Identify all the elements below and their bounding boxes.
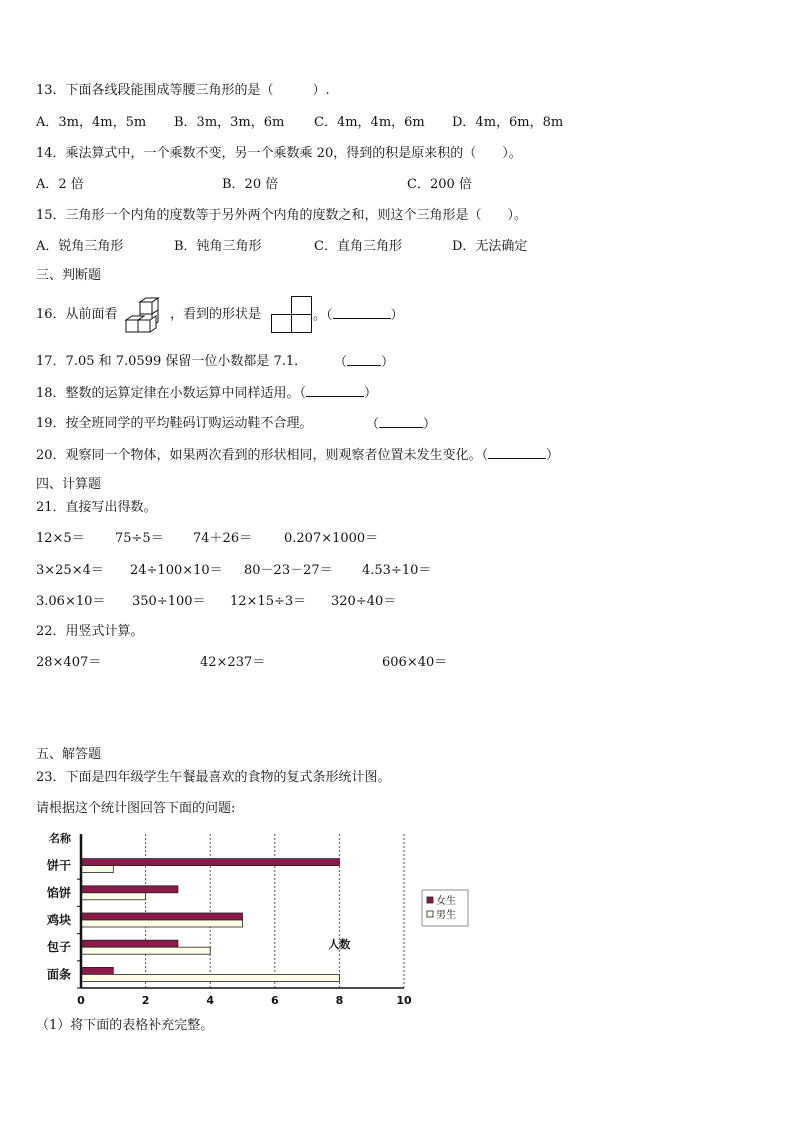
- q22-item-2: 42×237＝: [200, 655, 266, 670]
- bar-男生-包子: [81, 947, 210, 954]
- q18-line: [36, 384, 377, 403]
- q14-option-b: B．20 倍: [222, 177, 279, 192]
- x-tick-label: 4: [206, 994, 215, 1007]
- bar-女生-包子: [81, 940, 178, 947]
- category-label: 面条: [46, 967, 71, 982]
- q20-close-paren: ）: [546, 448, 560, 463]
- q18-close-paren: ）: [364, 386, 378, 401]
- q15-stem: 15．三角形一个内角的度数等于另外两个内角的度数之和，则这个三角形是（ ）。: [36, 208, 528, 223]
- category-label: 鸡块: [46, 913, 71, 927]
- q20-answer-blank[interactable]: [488, 446, 546, 459]
- q23-instruction: 请根据这个统计图回答下面的问题:: [36, 801, 236, 816]
- q22-item-3: 606×40＝: [382, 655, 448, 670]
- legend-swatch: [427, 897, 433, 903]
- x-tick-label: 2: [141, 994, 150, 1007]
- q21-r3-c2: 350÷100＝: [132, 594, 206, 609]
- q15-option-d: D．无法确定: [452, 239, 528, 254]
- q15-option-b: B．钝角三角形: [174, 239, 262, 254]
- section-3-heading: 三、判断题: [36, 268, 102, 283]
- q19-answer: [366, 415, 436, 434]
- q21-r2-c4: 4.53÷10＝: [362, 563, 432, 578]
- x-tick-label: 10: [396, 994, 412, 1007]
- q16-part1: 16．从前面看: [36, 307, 118, 322]
- x-tick-label: 6: [270, 994, 279, 1007]
- q21-r3-c1: 3.06×10＝: [36, 594, 106, 609]
- q22-item-1: 28×407＝: [36, 655, 102, 670]
- q15-option-c: C．直角三角形: [314, 239, 402, 254]
- q17-answer-blank[interactable]: [347, 353, 381, 366]
- category-label: 馅饼: [46, 885, 71, 900]
- q17-open-paren: （: [334, 355, 348, 370]
- q13-option-a: A．3m，4m，5m: [36, 115, 147, 130]
- q17-text: 17．7.05 和 7.0599 保留一位小数都是 7.1．: [36, 354, 308, 369]
- bar-男生-饼干: [81, 866, 113, 873]
- q19-close-paren: ）: [423, 417, 437, 432]
- q16-part2: ，看到的形状是: [170, 307, 262, 322]
- q13-stem: 13．下面各线段能围成等腰三角形的是（ ）.: [36, 83, 330, 98]
- q14-stem: 14．乘法算式中，一个乘数不变，另一个乘数乘 20，得到的积是原来积的（ ）。: [36, 146, 522, 161]
- q14-option-c: C．200 倍: [407, 177, 472, 192]
- q21-r1-c1: 12×5＝: [36, 531, 85, 546]
- bar-女生-馅饼: [81, 886, 178, 893]
- food-preference-bar-chart: [36, 828, 476, 1012]
- category-label: 饼干: [46, 858, 71, 873]
- q21-stem: 21．直接写出得数。: [36, 500, 157, 515]
- q16-answer-blank[interactable]: [333, 306, 391, 319]
- legend-swatch: [427, 911, 433, 917]
- q16-open-paren: 。（: [313, 308, 333, 323]
- q21-r1-c3: 74＋26＝: [193, 531, 253, 546]
- q13-option-d: D．4m，6m，8m: [452, 115, 564, 130]
- q16-close-paren: ）: [390, 308, 404, 323]
- x-axis-title: 人数: [328, 938, 351, 951]
- q16-answer: [313, 306, 404, 325]
- bar-男生-面条: [81, 974, 339, 981]
- bar-女生-饼干: [81, 859, 339, 866]
- section-4-heading: 四、计算题: [36, 477, 102, 492]
- q15-option-a: A．锐角三角形: [36, 239, 124, 254]
- legend-label: 女生: [436, 896, 456, 907]
- x-tick-label: 8: [335, 994, 344, 1007]
- bar-女生-面条: [81, 967, 113, 974]
- front-view-shape-figure: [271, 296, 315, 334]
- q21-r3-c4: 320÷40＝: [331, 594, 397, 609]
- x-tick-label: 0: [77, 994, 85, 1007]
- q18-answer-blank[interactable]: [306, 384, 364, 397]
- plot-area: [81, 834, 404, 988]
- q21-r3-c3: 12×15÷3＝: [230, 594, 307, 609]
- q18-text: 18．整数的运算定律在小数运算中同样适用。（: [36, 386, 307, 401]
- bar-女生-鸡块: [81, 913, 243, 920]
- q21-r2-c2: 24÷100×10＝: [130, 563, 223, 578]
- section-5-heading: 五、解答题: [36, 747, 102, 762]
- q17-close-paren: ）: [381, 355, 395, 370]
- q23-stem: 23．下面是四年级学生午餐最喜欢的食物的复式条形统计图。: [36, 770, 391, 785]
- bar-男生-鸡块: [81, 920, 243, 927]
- q13-option-b: B．3m，3m，6m: [174, 115, 285, 130]
- q14-option-a: A．2 倍: [36, 177, 84, 192]
- q21-r2-c3: 80－23－27＝: [244, 563, 333, 578]
- q17-answer: [334, 353, 394, 372]
- q19-open-paren: （: [366, 417, 380, 432]
- category-label: 包子: [46, 940, 71, 955]
- q21-r2-c1: 3×25×4＝: [36, 563, 104, 578]
- chart-legend: [422, 890, 468, 926]
- q20-line: [36, 446, 559, 465]
- q23-sub-question-1: （1）将下面的表格补充完整。: [36, 1018, 214, 1033]
- q20-text: 20．观察同一个物体，如果两次看到的形状相同，则观察者位置未发生变化。（: [36, 448, 489, 463]
- q19-answer-blank[interactable]: [379, 415, 423, 428]
- bar-男生-馅饼: [81, 893, 146, 900]
- q21-r1-c2: 75÷5＝: [115, 531, 164, 546]
- q13-option-c: C．4m，4m，6m: [314, 115, 425, 130]
- y-axis-title: 名称: [49, 832, 71, 845]
- legend-label: 男生: [436, 910, 456, 921]
- cube-stack-figure: [122, 294, 162, 334]
- q22-stem: 22．用竖式计算。: [36, 624, 144, 639]
- q19-text: 19．按全班同学的平均鞋码订购运动鞋不合理。: [36, 416, 313, 431]
- q21-r1-c4: 0.207×1000＝: [284, 531, 379, 546]
- chart-grid: [81, 834, 404, 988]
